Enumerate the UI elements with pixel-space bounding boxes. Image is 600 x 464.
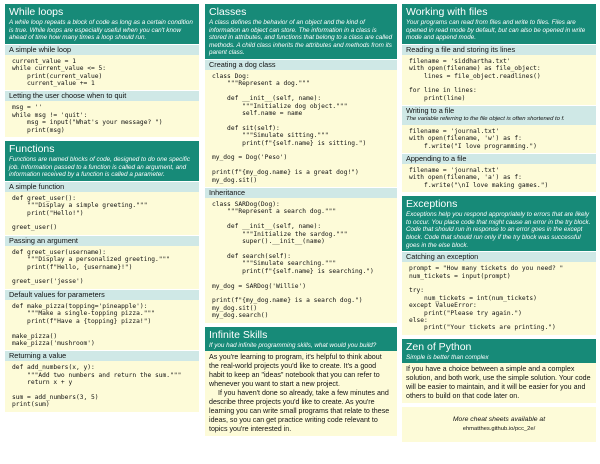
footer-text: More cheat sheets available at (452, 416, 546, 424)
zen-header (402, 339, 596, 364)
subsection-title: A simple function (5, 181, 199, 192)
section-description: Exceptions help you respond appropriately to errors that are likely to occur. You place code that might cause an error in the try block. Code that should run in response to an error goes in the except block. Code that should run only if the try block was successful goes in the else block. (406, 211, 591, 249)
section-description: Your programs can read from files and write to files. Files are opened in read mode by default, but can also be opened in write mode and append mode. (406, 19, 586, 42)
subsection-header (402, 105, 596, 125)
code-block: filename = 'journal.txt' with open(filename, 'w') as f: f.write("I love programming.") (402, 125, 596, 153)
footer (402, 407, 596, 442)
subsection-title: Inheritance (205, 187, 397, 198)
while-loops-header (5, 4, 199, 44)
column-right (402, 4, 596, 460)
code-block: def greet_user(): """Display a simple greeting.""" print("Hello!") greet_user() (5, 192, 199, 235)
subsection-description: The variable referring to the file object is often shortened to f. (406, 116, 565, 123)
section-title: Functions (9, 143, 55, 156)
section-description: A class defines the behavior of an object and the kind of information an object can store. The information in a class is stored in attributes, and functions that belong to a class are called methods. A child class inherits the attributes and methods from its parent class. (209, 19, 393, 57)
section-title: Zen of Python (406, 340, 472, 353)
section-description: If you had infinite programming skills, what would you build? (209, 341, 377, 349)
code-block: msg = '' while msg != 'quit': msg = input("What's your message? ") print(msg) (5, 101, 199, 137)
exceptions-header (402, 196, 596, 251)
section-title: Classes (209, 6, 247, 18)
subsection-title: Creating a dog class (205, 59, 397, 70)
code-block: class SARDog(Dog): """Represent a search dog.""" def __init__(self, name): """Initialize the sardog.""" super().__init__(name) def search(self): """Simulate searching.""" print(f"{self.name} is searching.") my_dog = SARDog('Willie') print(f"{my_dog.name} is a search dog.") my_dog.sit() my_dog.search() (205, 198, 397, 323)
column-middle (205, 4, 397, 460)
paragraph: As you're learning to program, it's helpful to think about the real-world projects you'd like to create. It's a good habit to keep an "ideas" notebook that you can refer to whenever you want to start a new project. (209, 353, 382, 389)
functions-header (5, 141, 199, 181)
column-left (5, 4, 199, 460)
code-block: filename = 'journal.txt' with open(filename, 'a') as f: f.write("\nI love making games.") (402, 164, 596, 192)
code-block: def add_numbers(x, y): """Add two numbers and return the sum.""" return x + y sum = add_numbers(3, 5) print(sum) (5, 361, 199, 411)
subsection-title: Writing to a file (406, 106, 455, 116)
code-block: class Dog: """Represent a dog.""" def __init__(self, name): """Initialize dog object.""" self.name = name def sit(self): """Simulate sitting.""" print(f"{self.name} is sitting.") my_dog = Dog('Peso') print(f"{my_dog.name} is a great dog!") my_dog.sit() (205, 70, 397, 187)
classes-header (205, 4, 397, 59)
code-block: def make_pizza(topping='pineapple'): """Make a single-topping pizza.""" print(f"Have a {topping} pizza!") make_pizza() make_pizza('mushroom') (5, 300, 199, 350)
subsection-title: A simple while loop (5, 44, 199, 55)
files-header (402, 4, 596, 44)
section-description: Simple is better than complex (406, 353, 489, 361)
section-description: A while loop repeats a block of code as long as a certain condition is true. While loops are especially useful when you can't know ahead of time how many times a loop should run. (9, 19, 193, 42)
subsection-title: Reading a file and storing its lines (402, 44, 596, 55)
code-block: def greet_user(username): """Display a personalized greeting.""" print(f"Hello, {username}!") greet_user('jesse') (5, 246, 199, 289)
section-title: Infinite Skills (209, 328, 268, 341)
section-description: Functions are named blocks of code, designed to do one specific job. Information passed to a function is called an argument, and information received by a function is called a parameter. (9, 156, 190, 179)
code-block: prompt = "How many tickets do you need? " num_tickets = input(prompt) try: num_tickets = int(num_tickets) except ValueError: print("Please try again.") else: print("Your tickets are printing.") (402, 262, 596, 335)
subsection-title: Letting the user choose when to quit (5, 90, 199, 101)
section-title: Working with files (406, 6, 488, 18)
subsection-title: Default values for parameters (5, 289, 199, 300)
subsection-title: Returning a value (5, 350, 199, 361)
footer-link[interactable]: ehmatthes.github.io/pcc_2e/ (462, 426, 536, 433)
zen-text: If you have a choice between a simple and a complex solution, and both work, use the simple solution. Your code will be easier to maintain, and it will be easier for you and others to build on that code later on. (402, 363, 596, 403)
code-block: filename = 'siddhartha.txt' with open(filename) as file_object: lines = file_object.readlines() for line in lines: print(line) (402, 55, 596, 105)
paragraph: If you haven't done so already, take a few minutes and describe three projects you'd like to create. As you're learning you can write small programs that relate to these ideas, so you can get practice writing code relevant to topics you're interested in. (209, 389, 390, 434)
subsection-title: Appending to a file (402, 153, 596, 164)
code-block: current_value = 1 while current_value <= 5: print(current_value) current_value += 1 (5, 55, 199, 91)
subsection-title: Catching an exception (402, 251, 596, 262)
infinite-skills-text (205, 351, 397, 436)
infinite-skills-header (205, 327, 397, 352)
section-title: Exceptions (406, 198, 458, 211)
subsection-title: Passing an argument (5, 235, 199, 246)
section-title: While loops (9, 6, 64, 18)
